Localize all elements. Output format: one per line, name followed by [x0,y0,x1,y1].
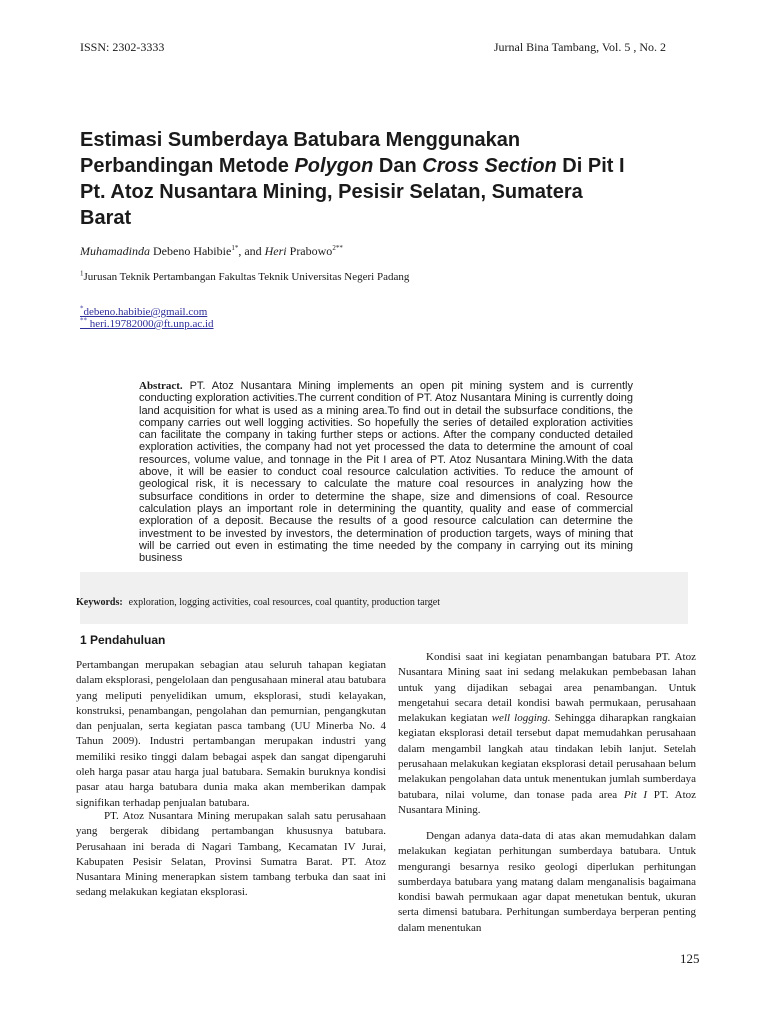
title-line-4: Barat [80,207,132,229]
paragraph-right-2: Dengan adanya data-data di atas akan memudahkan dalam melakukan kegiatan perhitungan sumberdaya batubara. Untuk mengurangi besarnya resiko geologi diperlukan perhitungan sumberdaya batubara yang matang dalam menganalisis bagaimana kondisi bawah permukaan agar dapat menetukan bentuk, ukuran serta dimensi batubara. Perhitungan sumberdaya berperan penting dalam menentukan [398,830,696,934]
left-column [76,658,386,811]
emails [80,306,214,330]
journal-info: Jurnal Bina Tambang, Vol. 5 , No. 2 [493,40,666,54]
abstract: Abstract. PT. Atoz Nusantara Mining implements an open pit mining system and is currently conducting exploration activities.The current condition of PT. Atoz Nusantara Mining is currently doing land acquisition for what is used as a mining area.To find out in detail the subsurface conditions, the company carries out well logging activities. So hopefully the series of detailed exploration activities can facilitate the company in taking further steps or actions. After the company conducted detailed exploration activities, the company had not yet processed the data to determine the amount of coal resources, volume value, and tonnage in the Pit I area of PT. Atoz Nusantara Mining.With the data above, it will be easier to conduct coal resource calculation activities. To reduce the amount of geological risk, it is necessary to calculate the mature coal resources in analyzing how the subsurface conditions in order to determine the shape, size and dimensions of coal. Resource calculation plays an important role in determining the quantity, quality and ease of commercial exploration of a deposit. Because the results of a good resource calculation can determine the investment to be invested by investors, the determination of production targets, ways of mining that will be carried out even in estimating the time needed by the company in carrying out its mining business [139,380,633,565]
paragraph-right-1: Kondisi saat ini kegiatan penambangan batubara PT. Atoz Nusantara Mining saat ini sedang melakukan pembebasan lahan untuk yang dijadikan sebagai area penambangan. Untuk mengetahui secara detail kondisi bawah permukaan, perusahaan melakukan kegiatan well logging. Sehingga diharapkan rangkaian kegiatan eksplorasi detail tersebut dapat memudahkan perusahaan dalam mengambil langkah atau tindakan lebih lanjut. Setelah perusahaan melakukan kegiatan eksplorasi detail perusahaan belum melakukan pengolahan data untuk menentukan jumlah sumberdaya batubara, nilai volume, dan tonase pada area Pit I PT. Atoz Nusantara Mining. [398,651,697,816]
email-link-1[interactable]: *debeno.habibie@gmail.com [80,304,208,318]
issn: ISSN: 2302-3333 [80,40,165,54]
email-link-2[interactable]: ** heri.19782000@ft.unp.ac.id [80,316,214,330]
title-line-1: Estimasi Sumberdaya Batubara Menggunakan [80,129,521,151]
paragraph-left-1: Pertambangan merupakan sebagian atau seluruh tahapan kegiatan dalam eksplorasi, pengelolaan dan pengusahaan mineral atau batubara yang meliputi penyelidikan umum, eksplorasi, studi kelayakan, konstruksi, penambangan, pengolahan dan pemurnian, pengangkutan dan penjualan, serta kegiatan pasca tambang (UU Minerba No. 4 Tahun 2009). Industri pertambangan merupakan industri yang memiliki resiko tinggi dalam bebagai aspek dan sangat dipengaruhi oleh harga pasar atau harga jual batubara. Semakin buruknya kondisi pasar atau harga batubara dunia maka akan memberikan dampak signifikan terhadap penjualan batubara. [76,659,386,809]
page-number: 125 [680,951,700,966]
affiliation: $^1$Jurusan Teknik Pertambangan Fakultas Teknik Universitas Negeri Padang [80,269,410,283]
left-column-2 [76,809,386,901]
section-title: 1 Pendahuluan [80,633,166,647]
title-line-2: Perbandingan Metode Polygon Dan Cross Section Di Pit I [80,155,625,177]
right-column-2 [398,829,696,936]
paper-title [80,127,680,231]
keywords: Keywords: exploration, logging activities, coal resources, coal quantity, production target [76,597,440,608]
authors: Muhamadinda Debeno Habibie$^{1*}$, and Heri Prabowo$^{2**}$ [80,244,343,258]
title-line-3: Pt. Atoz Nusantara Mining, Pesisir Selatan, Sumatera [80,181,583,203]
right-column [398,650,696,818]
paragraph-left-2: PT. Atoz Nusantara Mining merupakan salah satu perusahaan yang bergerak dibidang pertambangan khususnya batubara. Perusahaan ini berada di Nagari Tambang, Kecamatan IV Jurai, Kabupaten Pesisir Selatan, Provinsi Sumatra Barat. PT. Atoz Nusantara Mining menerapkan sistem tambang terbuka dan saat ini sedang melakukan kegiatan eksplorasi. [76,810,386,899]
